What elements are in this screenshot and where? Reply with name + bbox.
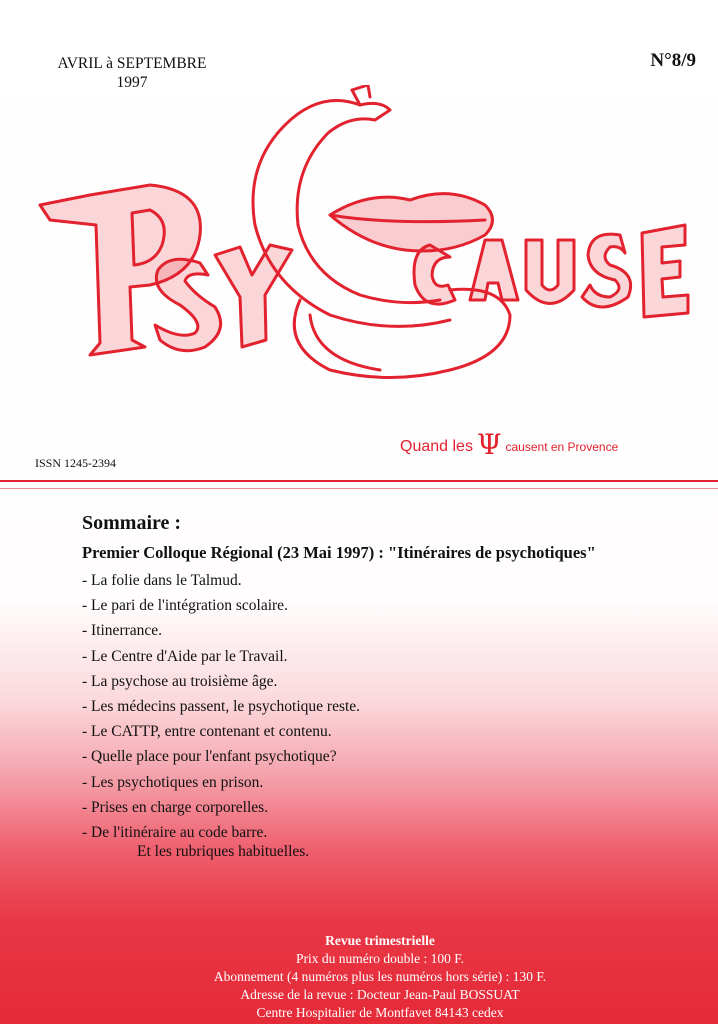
footer-address: Adresse de la revue : Docteur Jean-Paul BOSSUAT bbox=[240, 987, 520, 1002]
list-item: - Prises en charge corporelles. bbox=[82, 798, 269, 816]
list-item: - Les médecins passent, le psychotique reste. bbox=[82, 697, 361, 715]
list-item: - Quelle place pour l'enfant psychotique? bbox=[82, 748, 337, 766]
list-item: - Le Centre d'Aide par le Travail. bbox=[82, 647, 288, 665]
summary-subtitle: Premier Colloque Régional (23 Mai 1997) : "Itinéraires de psychotiques" bbox=[82, 543, 596, 562]
summary-trailer: Et les rubriques habituelles. bbox=[137, 843, 310, 860]
period-label: AVRIL à SEPTEMBRE bbox=[57, 55, 207, 72]
list-item: - La psychose au troisième âge. bbox=[82, 672, 278, 690]
list-item: - De l'itinéraire au code barre. bbox=[82, 823, 268, 841]
period-year: 1997 bbox=[116, 74, 148, 91]
footer-subscription: Abonnement (4 numéros plus les numéros hors série) : 130 F. bbox=[213, 969, 547, 984]
list-item: - Le CATTP, entre contenant et contenu. bbox=[82, 723, 332, 741]
footer-price: Prix du numéro double : 100 F. bbox=[295, 951, 465, 966]
psi-symbol: Ψ bbox=[476, 428, 502, 461]
list-item: - Itinerrance. bbox=[82, 622, 163, 640]
logo-tagline bbox=[400, 428, 618, 461]
list-item: - Les psychotiques en prison. bbox=[82, 773, 264, 791]
issue-number: N°8/9 bbox=[650, 50, 696, 71]
summary-list bbox=[82, 568, 360, 845]
issn-number: ISSN 1245-2394 bbox=[35, 456, 117, 470]
footer-title: Revue trimestrielle bbox=[325, 933, 435, 948]
tagline-start: Quand les bbox=[400, 438, 473, 455]
summary-heading: Sommaire : bbox=[82, 512, 182, 534]
tagline-end: causent en Provence bbox=[505, 440, 619, 454]
footer-info bbox=[120, 932, 640, 1022]
divider-line bbox=[0, 480, 718, 482]
list-item: - Le pari de l'intégration scolaire. bbox=[82, 597, 288, 615]
divider-line-secondary bbox=[0, 488, 718, 489]
footer-hospital: Centre Hospitalier de Montfavet 84143 cedex bbox=[256, 1005, 504, 1020]
psycause-logo bbox=[30, 85, 700, 425]
list-item: - La folie dans le Talmud. bbox=[82, 572, 242, 589]
